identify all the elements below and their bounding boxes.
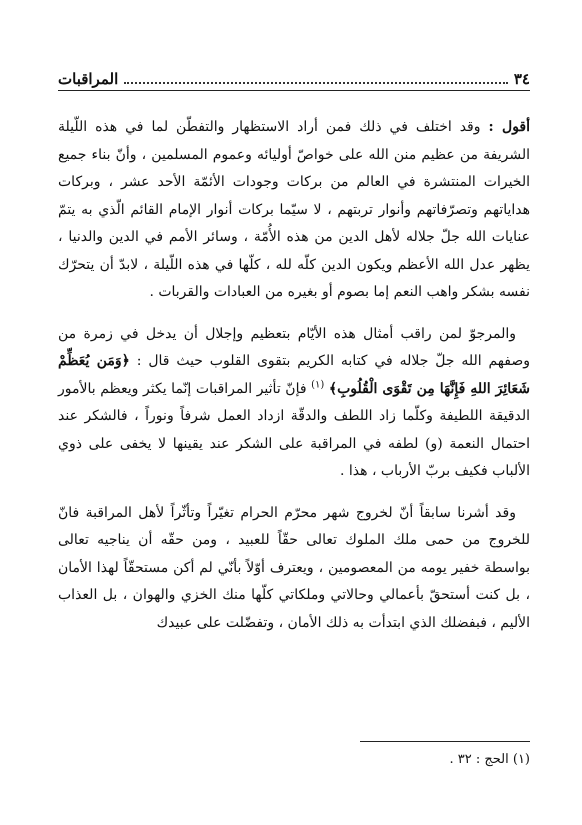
paragraph-1-text: وقد اختلف في ذلك فمن أراد الاستظهار والتفطّن لما في هذه اللّيلة الشريفة من عظيم منن الله على خواصّ أوليائه وعموم المسلمين ، وأنّ بناء جميع الخيرات المنتشرة في العالم من بركات وجودات الأئمّة الأحد عشر ، وبركات هداياتهم وتصرّفاتهم وأنوار تربتهم ، لا سيّما بركات أنوار الإمام القائم الّذي به يتمّ عنايات الله جلّ جلاله لأهل الدين من هذه الأُمّة ، وسائر الأمم في الدين والدنيا ، يظهر عدل الله الأعظم ويكون الدين كلّه لله ، كلّها في هذه اللّيلة ، لابدّ أن يتحرّك نفسه بشكر واهب النعم إما بصوم أو بغيره من العبادات والقربات .: [58, 119, 530, 300]
paragraph-2: [58, 321, 530, 486]
page-body: [58, 114, 530, 651]
paragraph-2-text-after: فإنّ تأثير المراقبات إنّما يكثر ويعظم بالأمور الدقيقة اللطيفة وكلّما زاد اللطف والدقّة ازداد العمل شرفاً ونوراً ، فالشكر عند احتمال النعمة (و) لطفه في المراقبة على الشكر عند يقينها لا يخفى على ذوي الألباب فكيف بربّ الأرباب ، هذا .: [58, 380, 530, 479]
page-number: ٣٤: [513, 70, 530, 88]
footnote-rule: [360, 741, 530, 742]
dotted-leader: [124, 81, 508, 84]
page-header: [58, 64, 530, 90]
paragraph-2-text-before: والمرجوّ لمن راقب أمثال هذه الأيّام بتعظيم وإجلال أن يدخل في زمرة من وصفهم الله جلّ جلاله في كتابه الكريم بتقوى القلوب حيث قال :: [58, 325, 530, 369]
running-title: المراقبات: [58, 70, 119, 88]
paragraph-3: [58, 500, 530, 638]
paragraph-1: [58, 114, 530, 307]
paragraph-lead: أقول :: [488, 119, 531, 135]
header-rule: [58, 90, 530, 91]
paragraph-3-text: وقد أشرنا سابقاً أنّ لخروج شهر محرّم الحرام تغيّراً وتأثّراً لأهل المراقبة فانّ للخروج من حمى ملك الملوك تعالى حقّاً للعبيد ، ومن حقّه أن يناجيه تعالى بواسطة خفير يومه من المعصومين ، ويعترف أوّلاً بأنّي لم أكن مستحقّاً لهذا الأمان ، بل كنت أستحقّ بأعمالي وحالاتي وملكاتي كلّها منك الخزي والهوان ، بل العذاب الأليم ، فبفضلك الذي ابتدأت به ذلك الأمان ، وتفضّلت على عبيدك: [58, 504, 530, 631]
footnote: (١) الحج : ٣٢ .: [449, 752, 530, 767]
footnote-reference: (١): [311, 378, 325, 390]
quran-verse: ﴿وَمَن يُعَظِّمْ شَعَائِرَ اللهِ فَإِنَّهَا مِن تَقْوَى الْقُلُوبِ﴾: [58, 353, 530, 397]
